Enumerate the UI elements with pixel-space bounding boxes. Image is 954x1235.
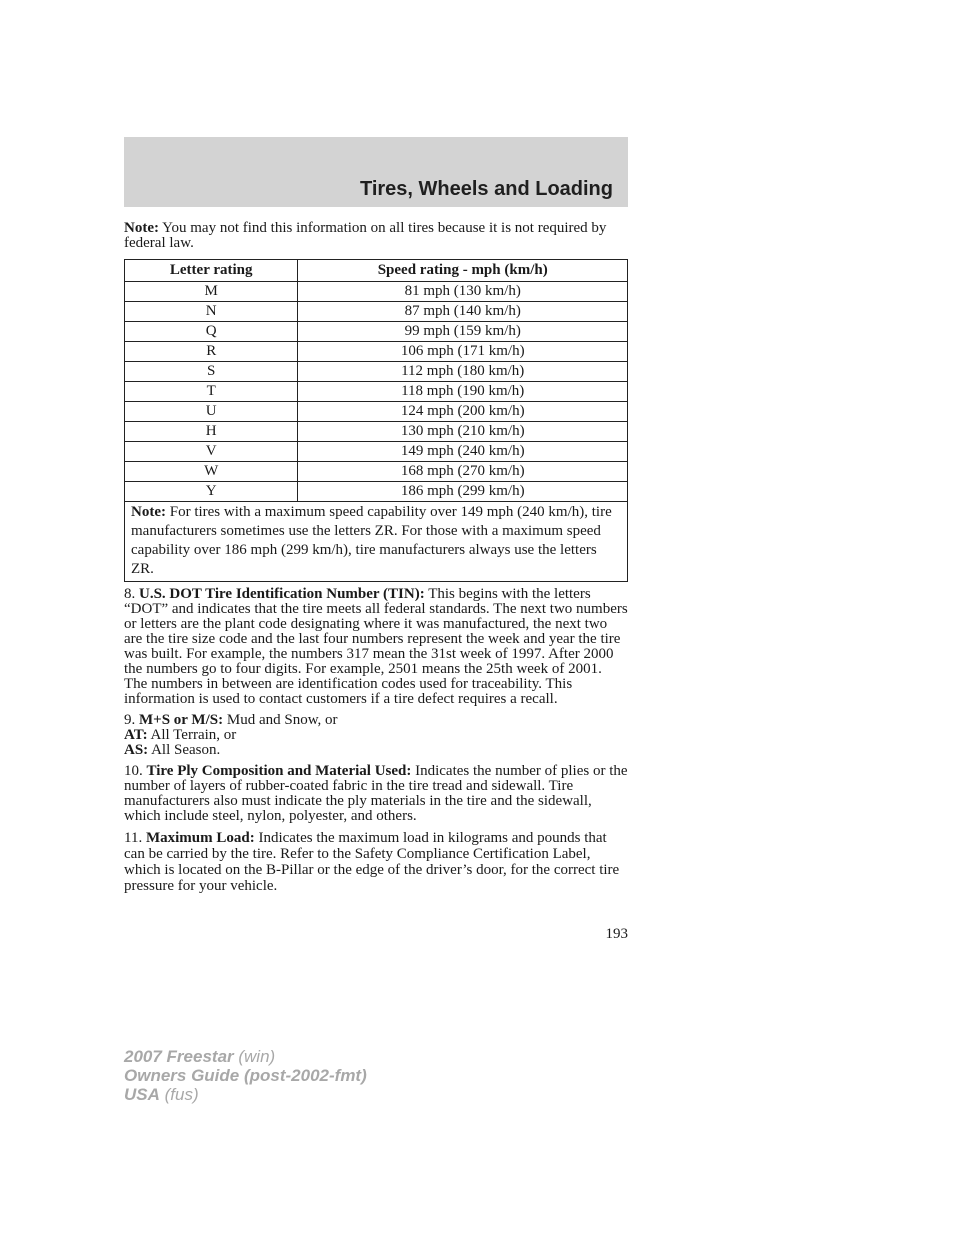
table-note-text: For tires with a maximum speed capability over 149 mph (240 km/h), tire manufacturers sometimes use the letters ZR. For those with a maximum speed capability over 186 mph (299 km/h), tire manufacturers always use the letters ZR.: [131, 504, 612, 577]
document-footer: [124, 1047, 367, 1104]
footer-model-code: (win): [233, 1047, 276, 1066]
item-tin: [124, 587, 628, 707]
letter-cell: W: [125, 462, 298, 482]
table-row: [125, 282, 628, 302]
item-ply-composition: [124, 764, 628, 824]
table-row: [125, 422, 628, 442]
note-label: Note:: [124, 220, 159, 236]
letter-cell: Q: [125, 322, 298, 342]
letter-cell: N: [125, 302, 298, 322]
speed-cell: 87 mph (140 km/h): [298, 302, 628, 322]
table-note-label: Note:: [131, 504, 166, 520]
table-row: [125, 482, 628, 502]
letter-cell: V: [125, 442, 298, 462]
footer-model: 2007 Freestar: [124, 1047, 234, 1066]
table-row: [125, 402, 628, 422]
speed-cell: 112 mph (180 km/h): [298, 362, 628, 382]
table-row: [125, 442, 628, 462]
item-label: U.S. DOT Tire Identification Number (TIN):: [139, 586, 425, 602]
item-number: 9.: [124, 712, 139, 728]
footer-guide: Owners Guide (post-2002-fmt): [124, 1066, 367, 1085]
item-label: Tire Ply Composition and Material Used:: [146, 763, 412, 779]
table-row: [125, 342, 628, 362]
note-top: [124, 221, 628, 251]
speed-cell: 124 mph (200 km/h): [298, 402, 628, 422]
item-number: 10.: [124, 763, 147, 779]
speed-cell: 118 mph (190 km/h): [298, 382, 628, 402]
at-label: AT:: [124, 727, 148, 743]
table-row: [125, 462, 628, 482]
as-label: AS:: [124, 742, 149, 758]
column-header-speed: Speed rating - mph (km/h): [298, 260, 628, 282]
item-label: Maximum Load:: [145, 830, 255, 846]
item-text: Indicates the maximum load in kilograms and pounds that can be carried by the tire. Refer to the Safety Compliance Certification Label, which is located on the B-Pillar or the edge of the driver’s door, for the correct tire pressure for your vehicle.: [124, 830, 620, 894]
footer-line-guide: [124, 1066, 367, 1085]
letter-cell: T: [125, 382, 298, 402]
item-text: Mud and Snow, or: [223, 712, 338, 728]
at-text: All Terrain, or: [147, 727, 237, 743]
page-content: [124, 221, 628, 900]
table-note-row: [125, 502, 628, 582]
item-text: This begins with the letters “DOT” and indicates that the tire meets all federal standards. The next two numbers or letters are the plant code designating where it was manufactured, the next two are the tire size code and the last four numbers represent the week and year the tire was built. For example, the numbers 317 mean the 31st week of 1997. After 2000 the numbers go to four digits. For example, 2501 means the 25th week of 2001. The numbers in between are identification codes used for traceability. This information is used to contact customers if a tire defect requires a recall.: [124, 586, 628, 707]
speed-cell: 81 mph (130 km/h): [298, 282, 628, 302]
letter-cell: S: [125, 362, 298, 382]
page-number: 193: [605, 926, 628, 942]
item-label: M+S or M/S:: [139, 712, 224, 728]
item-tread-type: [124, 713, 628, 758]
table-row: [125, 302, 628, 322]
note-text: You may not find this information on all tires because it is not required by federal law.: [124, 220, 607, 251]
section-title: Tires, Wheels and Loading: [359, 178, 613, 200]
footer-market-code: (fus): [159, 1085, 199, 1104]
item-text: Indicates the number of plies or the number of layers of rubber-coated fabric in the tire tread and sidewall. Tire manufacturers also must indicate the ply materials in the tire and the sidewall, which include steel, nylon, polyester, and others.: [124, 763, 628, 824]
item-number: 8.: [124, 586, 139, 602]
table-row: [125, 322, 628, 342]
as-text: All Season.: [148, 742, 221, 758]
table-header-row: [125, 260, 628, 282]
letter-cell: M: [125, 282, 298, 302]
speed-cell: 168 mph (270 km/h): [298, 462, 628, 482]
item-number: 11.: [124, 830, 146, 846]
footer-line-market: [124, 1085, 367, 1104]
letter-cell: R: [125, 342, 298, 362]
letter-cell: U: [125, 402, 298, 422]
speed-rating-table: [124, 259, 628, 582]
speed-cell: 149 mph (240 km/h): [298, 442, 628, 462]
letter-cell: H: [125, 422, 298, 442]
letter-cell: Y: [125, 482, 298, 502]
footer-line-model: [124, 1047, 367, 1066]
table-row: [125, 382, 628, 402]
column-header-letter: Letter rating: [125, 260, 298, 282]
speed-cell: 130 mph (210 km/h): [298, 422, 628, 442]
speed-cell: 99 mph (159 km/h): [298, 322, 628, 342]
speed-cell: 186 mph (299 km/h): [298, 482, 628, 502]
item-maximum-load: [124, 830, 628, 894]
table-note: [125, 502, 628, 582]
footer-market: USA: [124, 1085, 160, 1104]
table-row: [125, 362, 628, 382]
speed-cell: 106 mph (171 km/h): [298, 342, 628, 362]
section-header-band: [124, 137, 628, 207]
